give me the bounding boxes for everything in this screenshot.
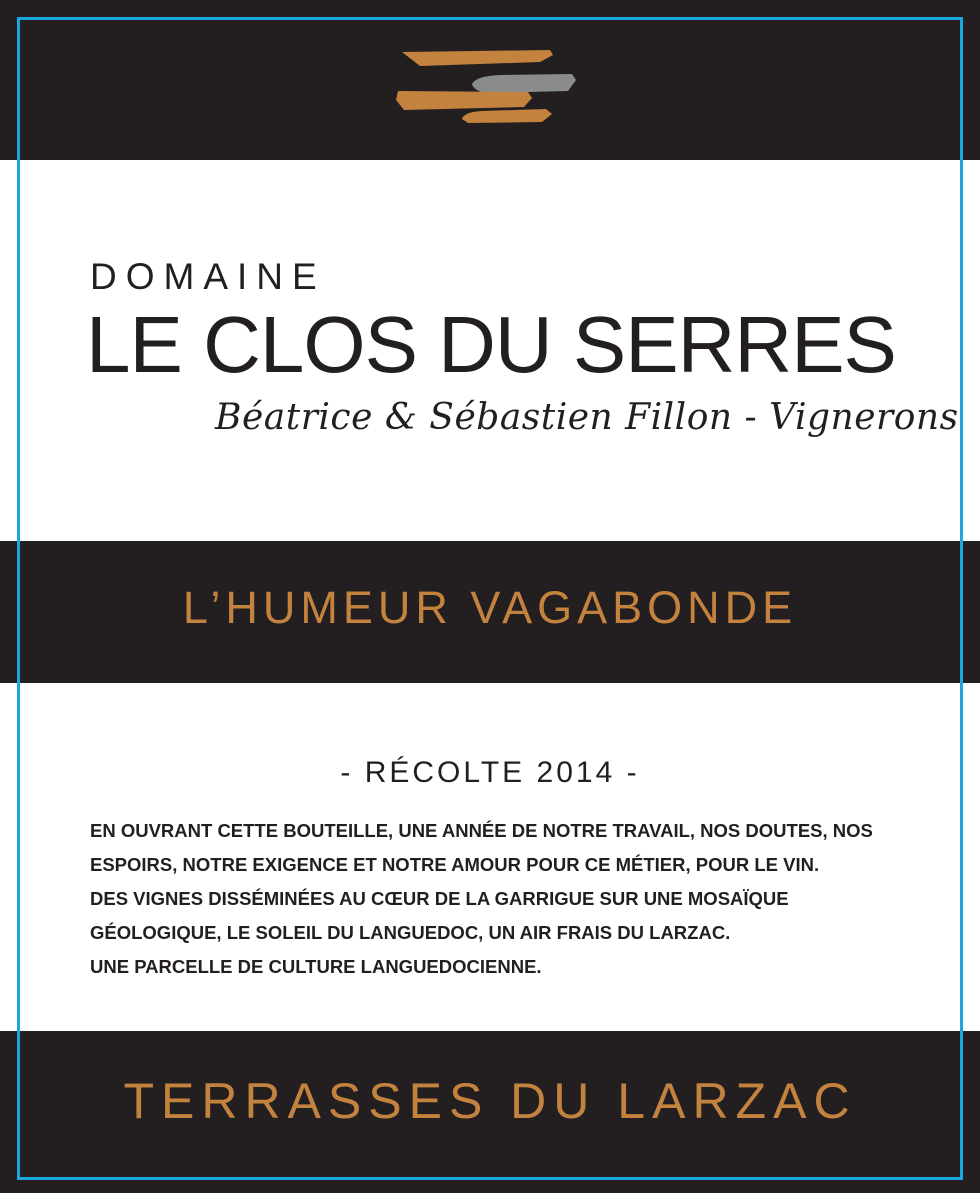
stacked-stones-icon bbox=[390, 42, 585, 124]
estate-name: LE CLOS DU SERRES bbox=[86, 300, 896, 389]
appellation: TERRASSES DU LARZAC bbox=[123, 1073, 857, 1129]
logo-stone-middle bbox=[396, 91, 532, 110]
description-text bbox=[90, 814, 910, 984]
logo-stone-top bbox=[402, 50, 553, 66]
description-line: GÉOLOGIQUE, LE SOLEIL DU LANGUEDOC, UN AIR FRAIS DU LARZAC. bbox=[90, 922, 731, 943]
domaine-heading: DOMAINE bbox=[90, 256, 326, 297]
description-line: EN OUVRANT CETTE BOUTEILLE, UNE ANNÉE DE NOTRE TRAVAIL, NOS DOUTES, NOS bbox=[90, 820, 873, 841]
vintage-label: - RÉCOLTE 2014 - bbox=[340, 756, 640, 789]
cuvee-name: L’HUMEUR VAGABONDE bbox=[182, 582, 798, 633]
description-line: DES VIGNES DISSÉMINÉES AU CŒUR DE LA GARRIGUE SUR UNE MOSAÏQUE bbox=[90, 888, 789, 909]
description-line: ESPOIRS, NOTRE EXIGENCE ET NOTRE AMOUR POUR CE MÉTIER, POUR LE VIN. bbox=[90, 854, 820, 875]
description-line: UNE PARCELLE DE CULTURE LANGUEDOCIENNE. bbox=[90, 956, 542, 977]
logo-stone-bottom bbox=[462, 109, 552, 123]
winemakers-signature: Béatrice & Sébastien Fillon - Vignerons bbox=[215, 397, 959, 438]
logo-stone-grey bbox=[472, 74, 576, 93]
